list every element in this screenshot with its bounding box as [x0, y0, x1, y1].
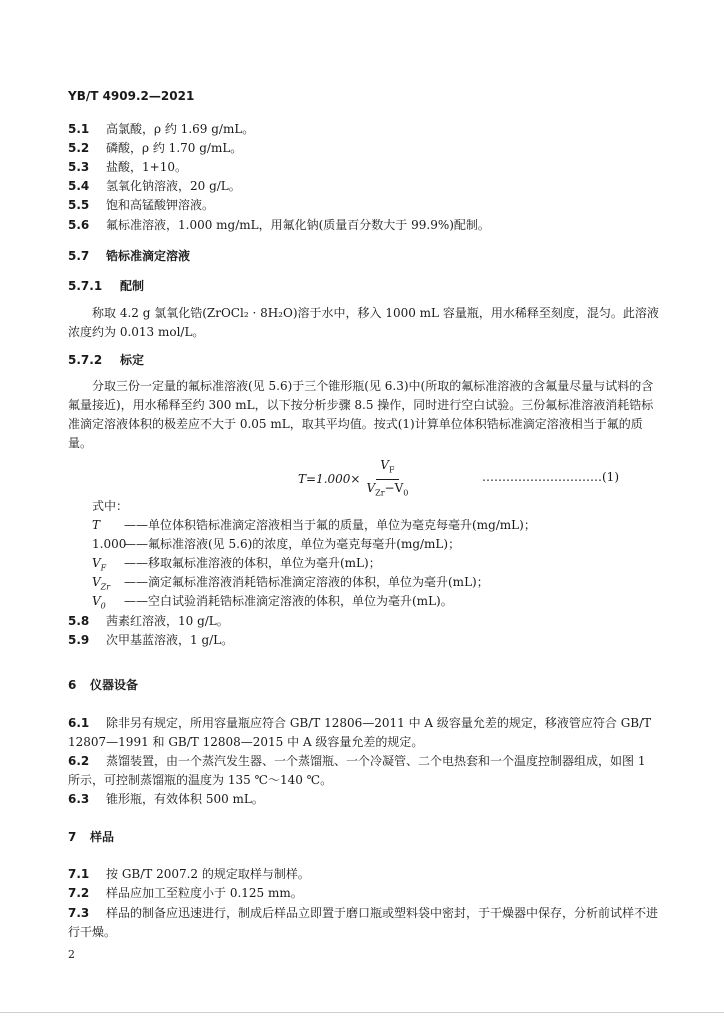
definition-1000: 1.000——氟标准溶液(见 5.6)的浓度，单位为毫克每毫升(mg/mL)； — [92, 537, 461, 551]
clause-7-2: 7.2 样品应加工至粒度小于 0.125 mm。 — [68, 886, 303, 900]
formula-lhs: T=1.000× — [298, 472, 361, 486]
heading-7: 7 样品 — [68, 830, 115, 844]
definition-V0: $V_0$ ——空白试验消耗锆标准滴定溶液的体积，单位为毫升(mL)。 — [92, 594, 453, 611]
page-number: 2 — [68, 948, 75, 961]
formula-number: …………………………(1) — [482, 470, 619, 484]
clause-5-8: 5.8 茜素红溶液，10 g/L。 — [68, 614, 229, 628]
clause-5-6: 5.6 氟标准溶液，1.000 mg/mL，用氟化钠(质量百分数大于 99.9%)配制。 — [68, 218, 490, 232]
formula-fraction — [362, 458, 412, 500]
clause-5-2: 5.2 磷酸，ρ 约 1.70 g/mL。 — [68, 141, 243, 155]
clause-5-9: 5.9 次甲基蓝溶液，1 g/L。 — [68, 633, 234, 647]
clause-6-1: 6.1 除非另有规定，所用容量瓶应符合 GB/T 12806—2011 中 A 级容量允差的规定，移液管应符合 GB/T 12807—1991 和 GB/T 12808—2015 中 A 级容量允差的规定。 — [68, 716, 652, 749]
heading-5-7: 5.7 锆标准滴定溶液 — [68, 249, 191, 263]
footer-divider — [0, 1012, 724, 1013]
clause-7-3: 7.3 样品的制备应迅速进行，制成后样品立即置于磨口瓶或塑料袋中密封，于干燥器中保存，分析前试样不进行干燥。 — [68, 906, 659, 939]
clause-5-3: 5.3 盐酸，1+10。 — [68, 160, 187, 174]
definition-VZr: $V_{Zr}$ ——滴定氟标准溶液消耗锆标准滴定溶液的体积，单位为毫升(mL)； — [92, 575, 489, 592]
where-label: 式中： — [92, 499, 129, 513]
heading-5-7-2: 5.7.2 标定 — [68, 353, 145, 367]
formula-1 — [298, 458, 412, 497]
clause-7-1: 7.1 按 GB/T 2007.2 的规定取样与制样。 — [68, 867, 310, 881]
definition-T: T ——单位体积锆标准滴定溶液相当于氟的质量，单位为毫克每毫升(mg/mL)； — [92, 518, 536, 532]
clause-5-5: 5.5 饱和高锰酸钾溶液。 — [68, 198, 215, 212]
heading-6: 6 仪器设备 — [68, 678, 139, 692]
clause-6-2: 6.2 蒸馏装置，由一个蒸汽发生器、一个蒸馏瓶、一个冷凝管、二个电热套和一个温度控制器组成，如图 1 所示，可控制蒸馏瓶的温度为 135 ℃～140 ℃。 — [68, 754, 646, 787]
paragraph-5-7-1: 称取 4.2 g 氯氧化锆(ZrOCl₂ · 8H₂O)溶于水中，移入 1000 mL 容量瓶，用水稀释至刻度，混匀。此溶液浓度约为 0.013 mol/L。 — [68, 306, 659, 339]
paragraph-5-7-2: 分取三份一定量的氟标准溶液(见 5.6)于三个锥形瓶(见 6.3)中(所取的氟标准溶液的含氟量尽量与试料的含氟量接近)，用水稀释至约 300 mL，以下按分析步骤 8.5 操作，同时进行空白试验。三份氟标准溶液消耗锆标准滴定溶液体积的极差应不大于 0.05 mL，取其平均值。按式(1)计算单位体积锆标准滴定溶液相当于氟的质量。 — [68, 379, 654, 450]
clause-6-3: 6.3 锥形瓶，有效体积 500 mL。 — [68, 792, 264, 806]
formula-denominator: $V_{Zr}-V_0$ — [366, 480, 409, 497]
clause-5-4: 5.4 氢氧化钠溶液，20 g/L。 — [68, 179, 241, 193]
heading-5-7-1: 5.7.1 配制 — [68, 279, 145, 293]
definition-VF: $V_F$ ——移取氟标准溶液的体积，单位为毫升(mL)； — [92, 556, 381, 573]
standard-code: YB/T 4909.2—2021 — [68, 89, 195, 103]
clause-5-1: 5.1 高氯酸，ρ 约 1.69 g/mL。 — [68, 122, 255, 136]
formula-numerator: $V_F$ — [376, 458, 398, 479]
